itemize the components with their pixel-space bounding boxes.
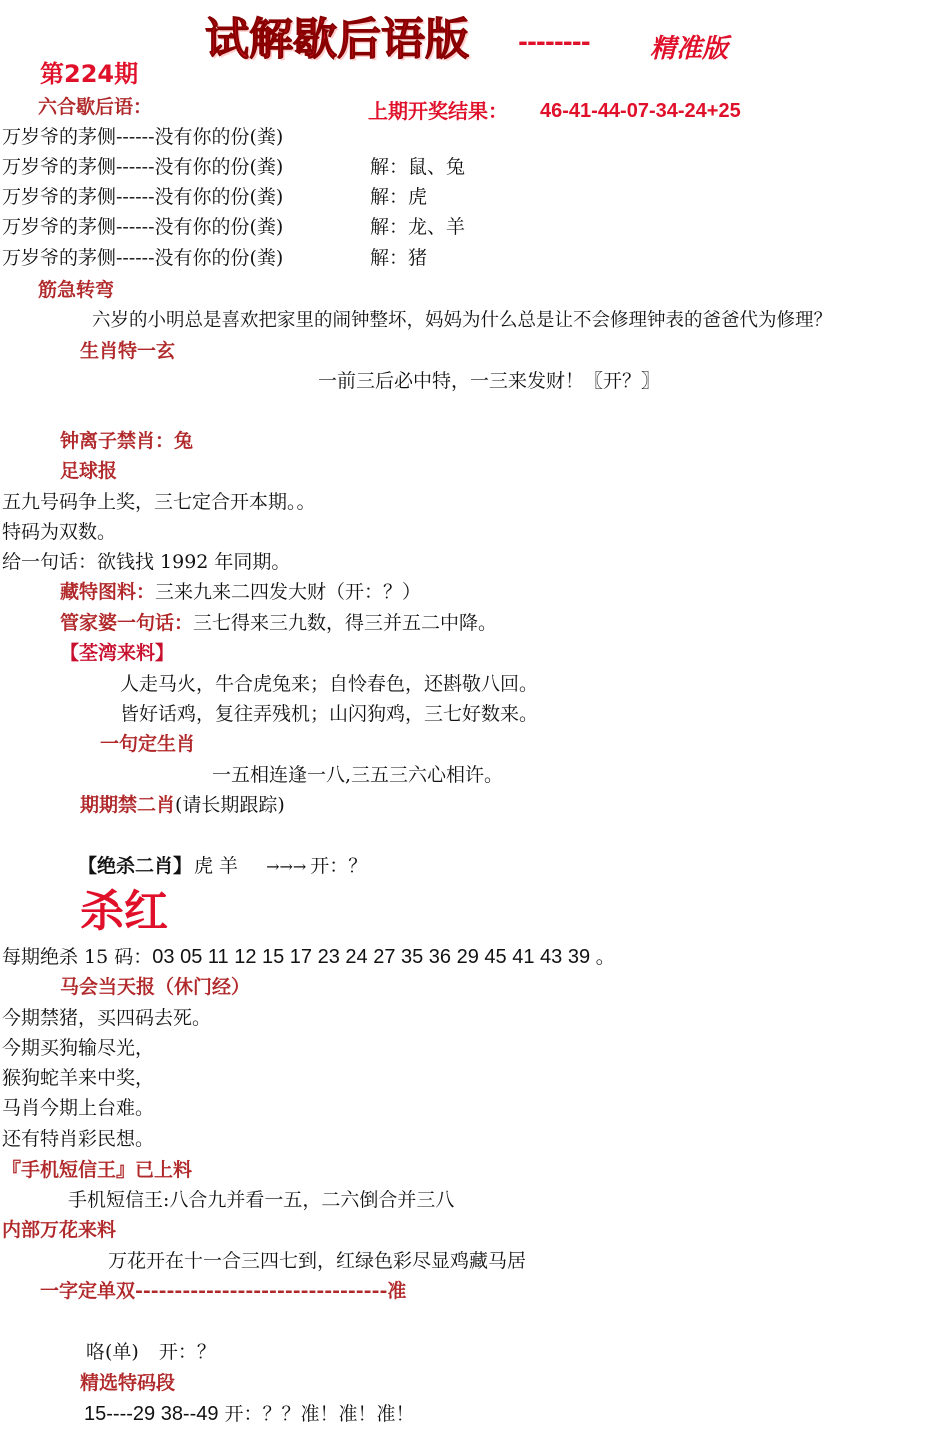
shahong-heading: 杀红 [80, 886, 168, 937]
zuqiu-heading: 足球报 [60, 460, 118, 482]
jueshao-open: 开：？ [310, 855, 368, 877]
mahui-line-0: 今期禁猪，买四码去死。 [2, 1007, 212, 1029]
liuhe-answer-4: 解：猪 [370, 247, 428, 269]
yizi-heading: 一字定单双--------------------------------准 [40, 1280, 407, 1302]
yizi-answer: 咯(单) [86, 1341, 139, 1363]
zuqiu-line-0: 五九号码争上奖，三七定合开本期。。 [2, 491, 316, 513]
shengxiao-text: 一前三后必中特，一三来发财！〖开？〗 [318, 370, 661, 392]
qiqi-note: (请长期跟踪) [175, 794, 285, 816]
jingxuan-open: 开：？？准！准！准！ [224, 1403, 415, 1425]
yizi-open: 开：？ [158, 1341, 216, 1363]
cangte-text: 三来九来二四发大财（开：？） [155, 581, 422, 603]
liuhe-answer-3: 解：龙、羊 [370, 216, 466, 238]
wanhua-text: 万花开在十一合三四七到，红绿色彩尽显鸡藏马居 [108, 1250, 527, 1272]
jueshao-label: 【绝杀二肖】 [78, 855, 193, 877]
mahui-line-2: 猴狗蛇羊来中奖， [2, 1067, 155, 1089]
wanhua-heading: 内部万花来料 [2, 1219, 117, 1241]
liuhe-line-1: 万岁爷的茅侧------没有你的份(粪) [2, 156, 284, 178]
yizi-row [86, 1343, 216, 1362]
liuhe-line-4: 万岁爷的茅侧------没有你的份(粪) [2, 247, 284, 269]
jingxuan-heading: 精选特码段 [80, 1372, 176, 1394]
zuqiu-line-2: 给一句话：欲钱找 1992 年同期。 [2, 551, 291, 573]
title-suffix: 精准版 [650, 34, 729, 64]
page-title: 试解歇后语版 [205, 14, 469, 65]
zuqiu-line-1: 特码为双数。 [2, 521, 117, 543]
liuhe-line-3: 万岁爷的茅侧------没有你的份(粪) [2, 216, 284, 238]
liuhe-line-0: 万岁爷的茅侧------没有你的份(粪) [2, 126, 284, 148]
jueshao-value: 虎 羊 [194, 855, 239, 877]
issue-number: 第224期 [40, 60, 139, 88]
guanjia-label: 管家婆一句话： [60, 612, 194, 634]
mahui-line-1: 今期买狗输尽光， [2, 1037, 155, 1059]
quanwan-heading: 【荃湾来料】 [60, 642, 175, 664]
liuhe-line-2: 万岁爷的茅侧------没有你的份(粪) [2, 186, 284, 208]
title-dash: -------- [518, 28, 590, 56]
last-result-label: 上期开奖结果： [368, 99, 508, 123]
mahui-heading: 马会当天报（休门经） [60, 976, 251, 998]
shengxiao-heading: 生肖特一玄 [80, 340, 176, 362]
shahong-row [2, 947, 616, 967]
jingxuan-row [84, 1404, 415, 1424]
mahui-line-3: 马肖今期上台难。 [2, 1097, 155, 1119]
shahong-numbers: 03 05 11 12 15 17 23 24 27 35 36 29 45 41 43 39 。 [152, 946, 616, 968]
jueshao-arrows: →→→ [266, 857, 307, 876]
jinji-heading: 筋急转弯 [38, 279, 115, 301]
last-result-value: 46-41-44-07-34-24+25 [540, 100, 741, 122]
mahui-line-4: 还有特肖彩民想。 [2, 1128, 155, 1150]
shouji-text: 手机短信王:八合九并看一五，二六倒合并三八 [68, 1189, 455, 1211]
jingxuan-range: 15----29 38--49 [84, 1403, 219, 1425]
quanwan-line-1: 皆好话鸡，复往弄残机；山闪狗鸡，三七好数来。 [120, 703, 539, 725]
liuhe-answer-1: 解：鼠、兔 [370, 156, 466, 178]
zhongli-text: 钟离子禁肖：兔 [60, 430, 194, 452]
cangte-row [60, 583, 421, 602]
liuhe-heading: 六合歇后语： [38, 96, 153, 118]
shouji-heading: 『手机短信王』已上料 [2, 1159, 193, 1181]
jueshao-row [78, 857, 367, 876]
quanwan-line-0: 人走马火，牛合虎兔来；自怜春色，还斟敬八回。 [120, 673, 539, 695]
jinji-text: 六岁的小明总是喜欢把家里的闹钟整坏，妈妈为什么总是让不会修理钟表的爸爸代为修理？ [92, 310, 833, 331]
yiju-text: 一五相连逢一八,三五三六心相许。 [212, 764, 504, 786]
cangte-label: 藏特图料： [60, 581, 156, 603]
shahong-label: 每期绝杀 15 码： [2, 946, 153, 968]
liuhe-answer-2: 解：虎 [370, 186, 428, 208]
guanjia-row [60, 614, 497, 633]
yiju-heading: 一句定生肖 [100, 733, 196, 755]
qiqi-heading: 期期禁二肖 [80, 794, 176, 816]
guanjia-text: 三七得来三九数，得三并五二中降。 [193, 612, 498, 634]
qiqi-row [80, 796, 285, 815]
